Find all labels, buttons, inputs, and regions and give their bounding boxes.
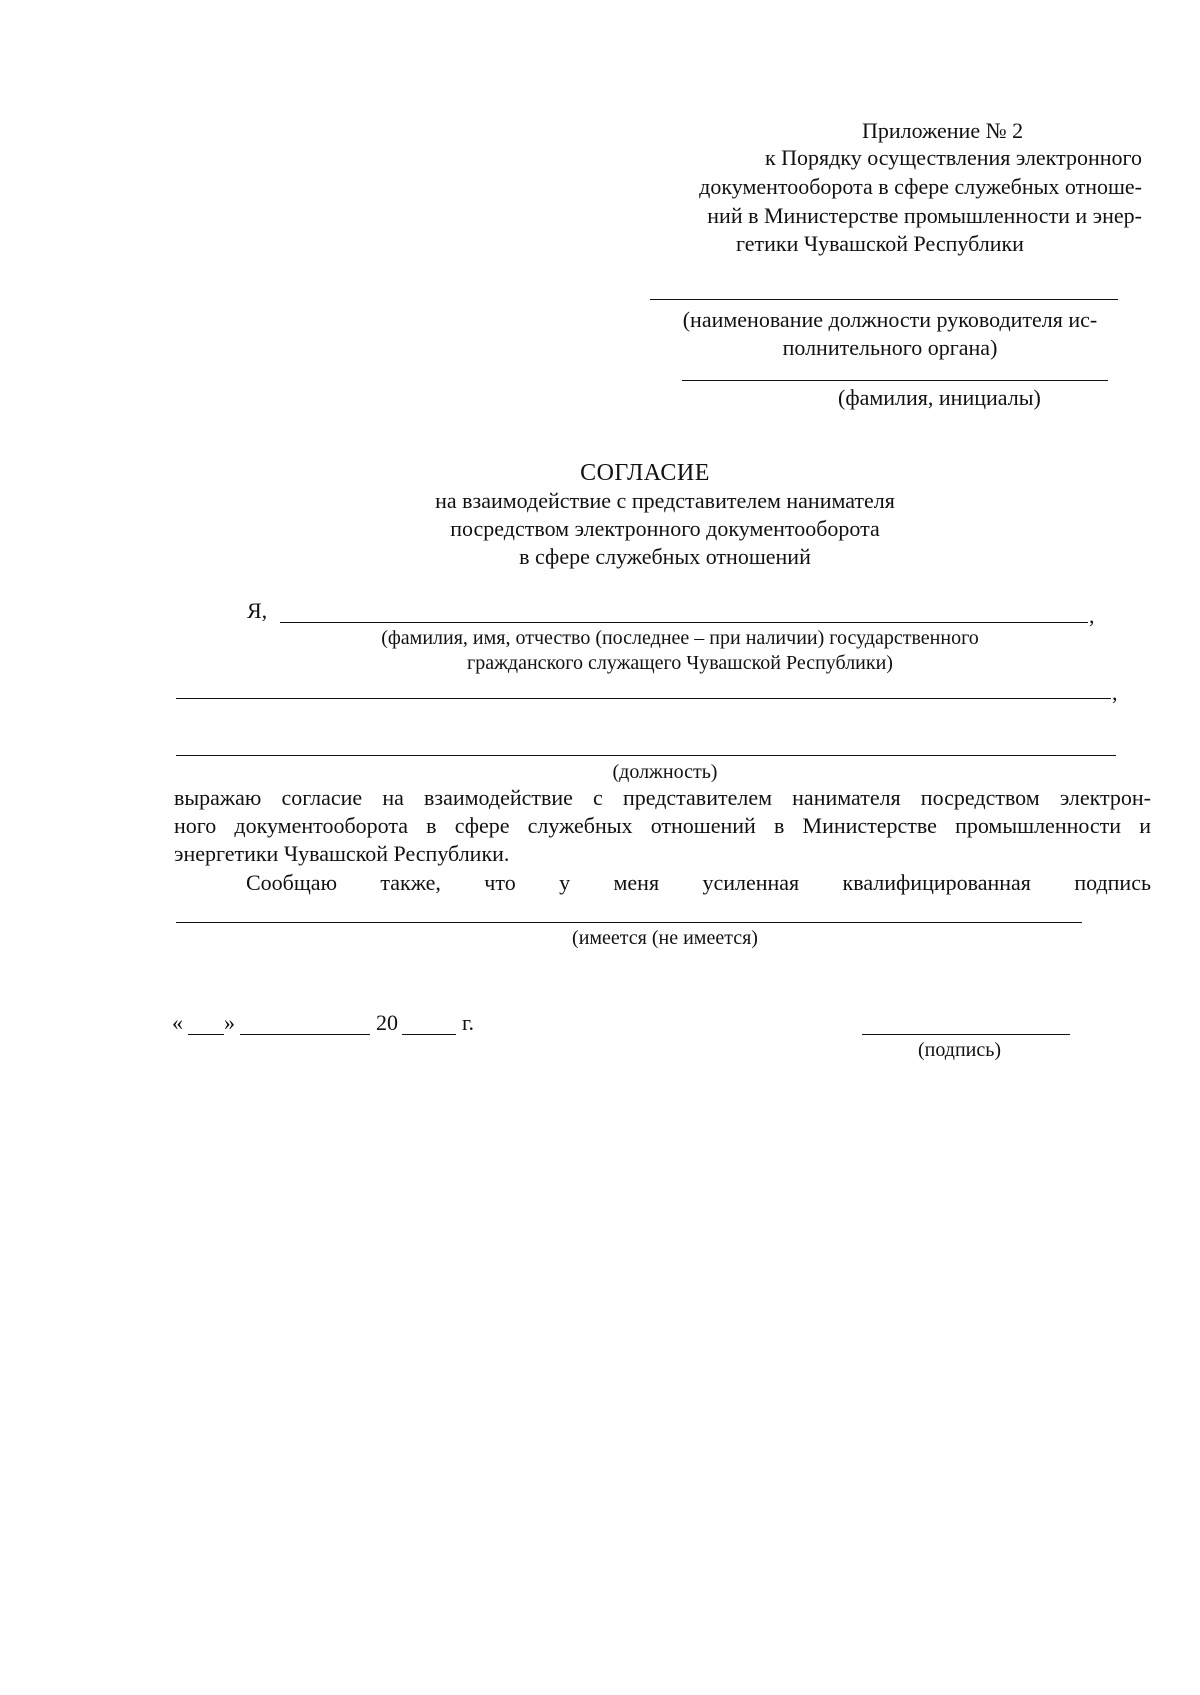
fio-prefix: Я, [247, 598, 268, 623]
consent-paragraph-line-1: выражаю согласие на взаимодействие с представителем нанимателя посредством электрон- [174, 785, 1151, 810]
date-year-suffix: г. [462, 1010, 475, 1035]
annex-line-2: к Порядку осуществления электронного [764, 145, 1142, 170]
signature-status-line [176, 922, 1082, 923]
annex-number: Приложение № 2 [862, 118, 1024, 143]
consent-paragraph-line-2: ного документооборота в сфере служебных отношений в Министерстве промышленности и [174, 813, 1151, 838]
annex-line-5: гетики Чувашской Республики [736, 231, 1024, 256]
date-open-quote: « [172, 1010, 183, 1035]
document-title: СОГЛАСИЕ [580, 460, 710, 486]
fio-caption-1: (фамилия, имя, отчество (последнее – при наличии) государственного [381, 627, 979, 649]
extra-blank-line [176, 698, 1111, 699]
date-day-line [188, 1034, 224, 1035]
annex-line-4: ний в Министерстве промышленности и энер- [707, 203, 1142, 228]
date-month-line [240, 1034, 370, 1035]
document-subtitle-3: в сфере служебных отношений [519, 544, 811, 569]
date-close-quote: » [224, 1010, 235, 1035]
date-year-line [402, 1034, 456, 1035]
fio-comma: , [1089, 603, 1095, 628]
extra-comma: , [1112, 680, 1118, 705]
document-subtitle-2: посредством электронного документооборота [450, 516, 880, 541]
consent-paragraph-line-3: энергетики Чувашской Республики. [174, 841, 510, 866]
signature-status-caption: (имеется (не имеется) [572, 927, 758, 949]
date-year-prefix: 20 [376, 1010, 398, 1035]
addressee-name-caption: (фамилия, инициалы) [838, 385, 1041, 410]
signature-paragraph-line: Сообщаю также, что у меня усиленная квалифицированная подпись [246, 870, 1151, 895]
fio-caption-2: гражданского служащего Чувашской Республики) [467, 652, 893, 674]
fio-line [280, 622, 1088, 623]
addressee-name-line [682, 380, 1108, 381]
addressee-position-caption-1: (наименование должности руководителя ис- [682, 307, 1098, 332]
addressee-position-line [650, 299, 1118, 300]
position-caption: (должность) [612, 761, 718, 783]
signature-caption: (подпись) [918, 1039, 1002, 1061]
position-line [176, 755, 1116, 756]
addressee-position-caption-2: полнительного органа) [782, 335, 998, 360]
document-subtitle-1: на взаимодействие с представителем нанимателя [435, 488, 895, 513]
signature-line [862, 1034, 1070, 1035]
annex-line-3: документооборота в сфере служебных отноше- [699, 174, 1142, 199]
